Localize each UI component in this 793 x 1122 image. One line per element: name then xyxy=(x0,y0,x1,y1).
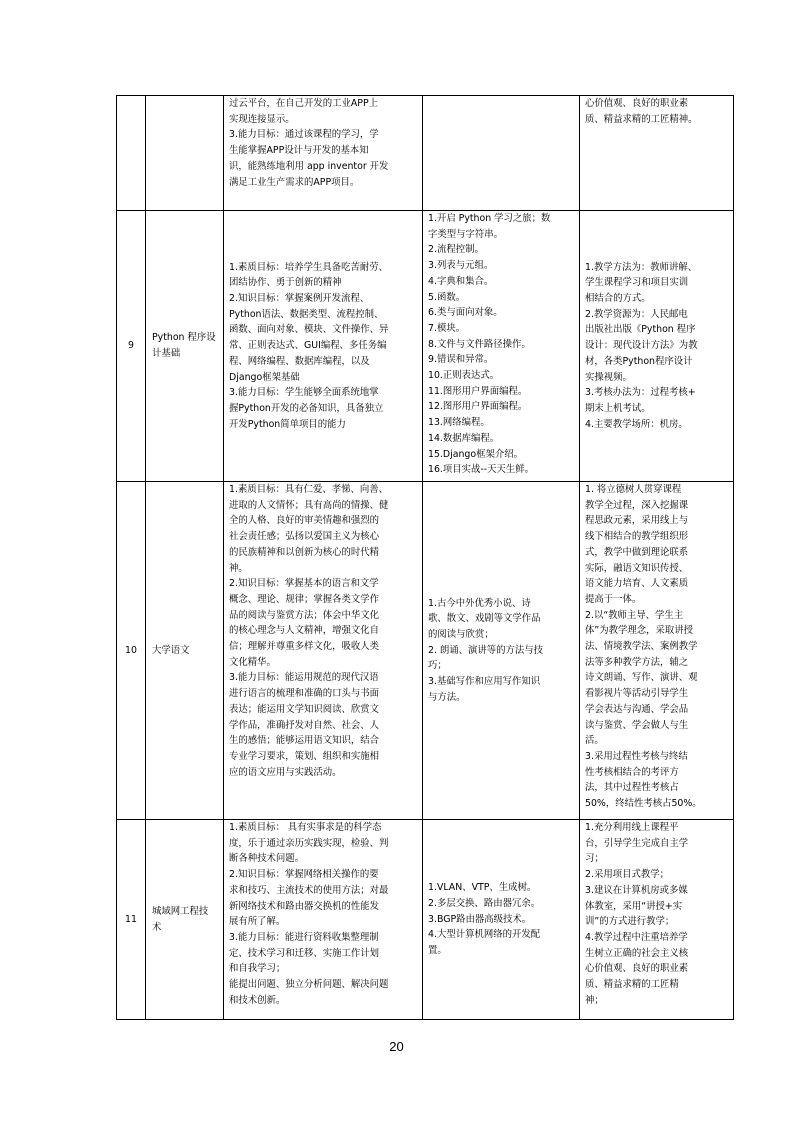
cell-text-line: 出版社出版《Python 程序 xyxy=(585,324,696,336)
cell-text: 11 xyxy=(125,913,137,925)
objectives-cell xyxy=(224,820,423,1020)
cell-text-line: 1. 将立德树人贯穿课程 xyxy=(585,484,682,495)
row-number-cell xyxy=(117,211,146,482)
cell-text-line: 活。 xyxy=(585,735,604,747)
cell-text-line: 2.以“教师主导、学生主 xyxy=(585,609,684,621)
cell-text-line: 团结协作、勇于创新的精神 xyxy=(229,277,342,289)
cell-text-line: 2.教学资源为：人民邮电 xyxy=(585,308,688,320)
cell-text-line: 能提出问题、独立分析问题、解决问题 xyxy=(229,979,389,991)
cell-text-line: 训”的方式进行教学； xyxy=(585,916,675,928)
content-cell xyxy=(423,482,580,820)
cell-text-line: 心价值观、良好的职业素 xyxy=(585,963,689,975)
cell-text-line: 3.能力目标：通过该课程的学习，学 xyxy=(229,129,379,141)
cell-text-line: 与方法。 xyxy=(428,691,466,703)
table-row xyxy=(117,820,734,1020)
cell-text-line: 诗文朗诵、写作、演讲、观 xyxy=(585,672,698,684)
cell-text-line: 生树立正确的社会主义核 xyxy=(585,947,689,959)
cell-text-line: 2. 朗诵、演讲等的方法与技 xyxy=(428,644,544,656)
cell-text-line: 1.开启 Python 学习之旅；数 xyxy=(428,213,551,224)
cell-text-line: 设计：现代设计方法》为教 xyxy=(585,340,698,352)
cell-text-line: 歌、散文、戏剧等文学作品 xyxy=(428,613,541,625)
cell-text-line: 16.项目实战--天天生鲜。 xyxy=(428,464,535,476)
table-row xyxy=(117,482,734,820)
cell-text-line: 满足工业生产需求的APP项目。 xyxy=(229,176,360,188)
cell-text-line: 3.基础写作和应用写作知识 xyxy=(428,676,541,688)
cell-text-line: 2.流程控制。 xyxy=(428,244,484,256)
cell-text: 大学语文 xyxy=(152,644,190,656)
cell-text: 城域网工程技术 xyxy=(152,905,209,933)
method-cell xyxy=(580,96,734,211)
cell-text-line: 看影视片等活动引导学生 xyxy=(585,688,689,700)
cell-text-line: 50%，终结性考核占50%。 xyxy=(585,798,702,810)
cell-text-line: 3.能力目标：能运用规范的现代汉语 xyxy=(229,672,379,684)
objectives-cell xyxy=(224,482,423,820)
cell-text-line: 进取的人文情怀；具有高尚的情操、健 xyxy=(229,499,389,511)
cell-text-line: 开发Python简单项目的能力 xyxy=(229,418,346,430)
method-cell xyxy=(580,820,734,1020)
cell-text-line: 语文能力培育、人文素质 xyxy=(585,578,689,590)
cell-text-line: 2.采用项目式教学； xyxy=(585,869,669,881)
cell-text-line: 实现连接显示。 xyxy=(229,113,295,125)
cell-text-line: 学生课程学习和项目实训 xyxy=(585,277,689,289)
cell-text-line: 过云平台，在自己开发的工业APP上 xyxy=(229,98,378,109)
cell-text-line: Django框架基础 xyxy=(229,371,300,383)
cell-text-line: 读与鉴赏、学会做人与生 xyxy=(585,719,689,731)
course-name-cell xyxy=(146,211,224,482)
page-number: 20 xyxy=(389,1039,404,1054)
cell-text-line: 6.类与面向对象。 xyxy=(428,307,503,319)
cell-text-line: 体”为教学理念，采取讲授 xyxy=(585,625,693,637)
cell-text-line: 学会表达与沟通、学会品 xyxy=(585,703,689,715)
cell-text-line: 识，能熟练地利用 app inventor 开发 xyxy=(229,160,389,172)
cell-text-line: 神。 xyxy=(229,562,248,574)
cell-text-line: 习； xyxy=(585,853,604,865)
cell-text-line: 4.教学过程中注重培养学 xyxy=(585,931,688,943)
cell-text-line: 进行语言的梳理和准确的口头与书面 xyxy=(229,688,380,700)
course-table xyxy=(116,95,734,1020)
cell-text-line: 14.数据库编程。 xyxy=(428,432,500,444)
cell-text-line: 常、正则表达式、GUI编程、多任务编 xyxy=(229,340,387,352)
cell-text-line: 和技术创新。 xyxy=(229,994,286,1006)
cell-text-line: 4.字典和集合。 xyxy=(428,275,494,287)
cell-text-line: 教学全过程，深入挖掘课 xyxy=(585,499,689,511)
cell-text-line: 质、精益求精的工匠精神。 xyxy=(585,113,698,125)
cell-text-line: 10.正则表达式。 xyxy=(428,370,500,382)
cell-text-line: 信；理解并尊重多样文化，吸收人类 xyxy=(229,641,380,653)
course-name-cell xyxy=(146,96,224,211)
cell-text-line: 2.知识目标：掌握基本的语言和文学 xyxy=(229,578,379,590)
cell-text-line: 8.文件与文件路径操作。 xyxy=(428,338,531,350)
cell-text-line: 质、精益求精的工匠精 xyxy=(585,979,679,991)
cell-text-line: 式，教学中做到理论联系 xyxy=(585,546,689,558)
cell-text-line: 4.大型计算机网络的开发配 xyxy=(428,929,541,941)
cell-text-line: 的民族精神和以创新为核心的时代精 xyxy=(229,546,380,558)
cell-text-line: 4.主要教学场所：机房。 xyxy=(585,418,688,430)
cell-text-line: Python语法、数据类型、流程控制、 xyxy=(229,308,384,320)
cell-text-line: 字类型与字符串。 xyxy=(428,228,504,240)
cell-text-line: 3.列表与元组。 xyxy=(428,260,494,272)
cell-text-line: 的核心理念与人文精神，增强文化自 xyxy=(229,625,380,637)
cell-text-line: 实际，融语文知识传授、 xyxy=(585,562,689,574)
row-number-cell xyxy=(117,96,146,211)
cell-text-line: 和自我学习； xyxy=(229,963,286,975)
course-name-cell xyxy=(146,482,224,820)
cell-text-line: 12.图形用户界面编程。 xyxy=(428,401,528,413)
cell-text-line: 社会责任感；弘扬以爱国主义为核心 xyxy=(229,531,380,543)
cell-text-line: 度，乐于通过亲历实践实现，检验、判 xyxy=(229,837,389,849)
cell-text-line: 1.素质目标： 具有实事求是的科学态 xyxy=(229,822,382,833)
cell-text-line: 2.知识目标：掌握网络相关操作的要 xyxy=(229,869,379,881)
cell-text-line: 7.模块。 xyxy=(428,322,466,334)
cell-text-line: 专业学习要求，策划、组织和实施相 xyxy=(229,750,380,762)
cell-text-line: 函数、面向对象、模块、文件操作、异 xyxy=(229,324,389,336)
cell-text-line: 性考核相结合的考评方 xyxy=(585,766,679,778)
cell-text-line: 1.古今中外优秀小说、诗 xyxy=(428,597,531,609)
cell-text-line: 法，其中过程性考核占 xyxy=(585,782,679,794)
cell-text-line: 生能掌握APP设计与开发的基本知 xyxy=(229,145,369,157)
cell-text-line: 应的语文应用与实践活动。 xyxy=(229,766,342,778)
cell-text-line: 概念、理论、规律；掌握各类文学作 xyxy=(229,593,380,605)
cell-text-line: 断各种技术问题。 xyxy=(229,853,305,865)
cell-text-line: 1.素质目标：培养学生具备吃苦耐劳、 xyxy=(229,261,388,273)
cell-text-line: 1.充分利用线上课程平 xyxy=(585,822,679,833)
cell-text-line: 神； xyxy=(585,994,604,1006)
cell-text-line: 法等多种教学方法，辅之 xyxy=(585,656,689,668)
cell-text-line: 置。 xyxy=(428,945,447,957)
cell-text-line: 1.教学方法为：教师讲解、 xyxy=(585,261,698,273)
cell-text-line: 1.VLAN、VTP、生成树。 xyxy=(428,882,537,894)
cell-text-line: 实操视频。 xyxy=(585,371,632,383)
cell-text-line: 2.知识目标：掌握案例开发流程、 xyxy=(229,293,370,305)
cell-text-line: 程思政元素，采用线上与 xyxy=(585,515,689,527)
cell-text-line: 定、技术学习和迁移、实施工作计划 xyxy=(229,947,380,959)
cell-text-line: 相结合的方式。 xyxy=(585,293,651,305)
cell-text-line: 展有所了解。 xyxy=(229,916,286,928)
cell-text-line: 3.建议在计算机房或多媒 xyxy=(585,884,688,896)
cell-text-line: 握Python开发的必备知识，具备独立 xyxy=(229,402,384,414)
cell-text-line: 期末上机考试。 xyxy=(585,402,651,414)
cell-text-line: 心价值观、良好的职业素 xyxy=(585,98,689,109)
row-number-cell xyxy=(117,820,146,1020)
cell-text-line: 品的阅读与鉴赏方法；体会中华文化 xyxy=(229,609,380,621)
method-cell xyxy=(580,211,734,482)
cell-text: Python 程序设计基础 xyxy=(152,332,216,359)
objectives-cell xyxy=(224,96,423,211)
cell-text-line: 台，引导学生完成自主学 xyxy=(585,837,689,849)
cell-text-line: 3.BGP路由器高级技术。 xyxy=(428,913,532,925)
cell-text-line: 3.能力目标：学生能够全面系统地掌 xyxy=(229,387,379,399)
cell-text-line: 法、情境教学法、案例教学 xyxy=(585,641,698,653)
cell-text-line: 11.图形用户界面编程。 xyxy=(428,385,528,397)
cell-text: 10 xyxy=(125,644,137,656)
cell-text-line: 全的人格、良好的审美情趣和强烈的 xyxy=(229,515,380,527)
content-cell xyxy=(423,211,580,482)
cell-text-line: 1.素质目标：具有仁爱、孝悌、向善、 xyxy=(229,484,388,495)
cell-text-line: 3.能力目标：能进行资料收集整理制 xyxy=(229,931,379,943)
cell-text-line: 的阅读与欣赏； xyxy=(428,628,494,640)
cell-text-line: 生的感悟；能够运用语文知识，结合 xyxy=(229,735,380,747)
cell-text-line: 3.考核办法为：过程考核+ xyxy=(585,387,696,399)
content-cell xyxy=(423,820,580,1020)
cell-text-line: 新网络技术和路由器交换机的性能发 xyxy=(229,900,380,912)
cell-text-line: 线下相结合的教学组织形 xyxy=(585,531,689,543)
cell-text-line: 学作品，准确抒发对自然、社会、人 xyxy=(229,719,380,731)
cell-text-line: 程、网络编程、数据库编程，以及 xyxy=(229,355,370,367)
cell-text: 9 xyxy=(128,340,134,352)
cell-text-line: 5.函数。 xyxy=(428,291,466,303)
cell-text-line: 15.Django框架介绍。 xyxy=(428,448,523,460)
cell-text-line: 3.采用过程性考核与终结 xyxy=(585,750,688,762)
method-cell xyxy=(580,482,734,820)
table-row xyxy=(117,211,734,482)
course-name-cell xyxy=(146,820,224,1020)
cell-text-line: 求和技巧、主流技术的使用方法；对最 xyxy=(229,884,389,896)
cell-text-line: 材，各类Python程序设计 xyxy=(585,355,693,367)
cell-text-line: 巧； xyxy=(428,660,447,672)
cell-text-line: 表达；能运用文学知识阅读、欣赏文 xyxy=(229,703,380,715)
content-cell xyxy=(423,96,580,211)
cell-text-line: 2.多层交换、路由器冗余。 xyxy=(428,897,541,909)
cell-text-line: 文化精华。 xyxy=(229,656,276,668)
cell-text-line: 提高于一体。 xyxy=(585,593,642,605)
cell-text-line: 13.网络编程。 xyxy=(428,417,490,429)
cell-text-line: 9.错误和异常。 xyxy=(428,354,494,366)
table-row xyxy=(117,96,734,211)
cell-text-line: 体教室，采用“讲授+实 xyxy=(585,900,683,912)
objectives-cell xyxy=(224,211,423,482)
row-number-cell xyxy=(117,482,146,820)
